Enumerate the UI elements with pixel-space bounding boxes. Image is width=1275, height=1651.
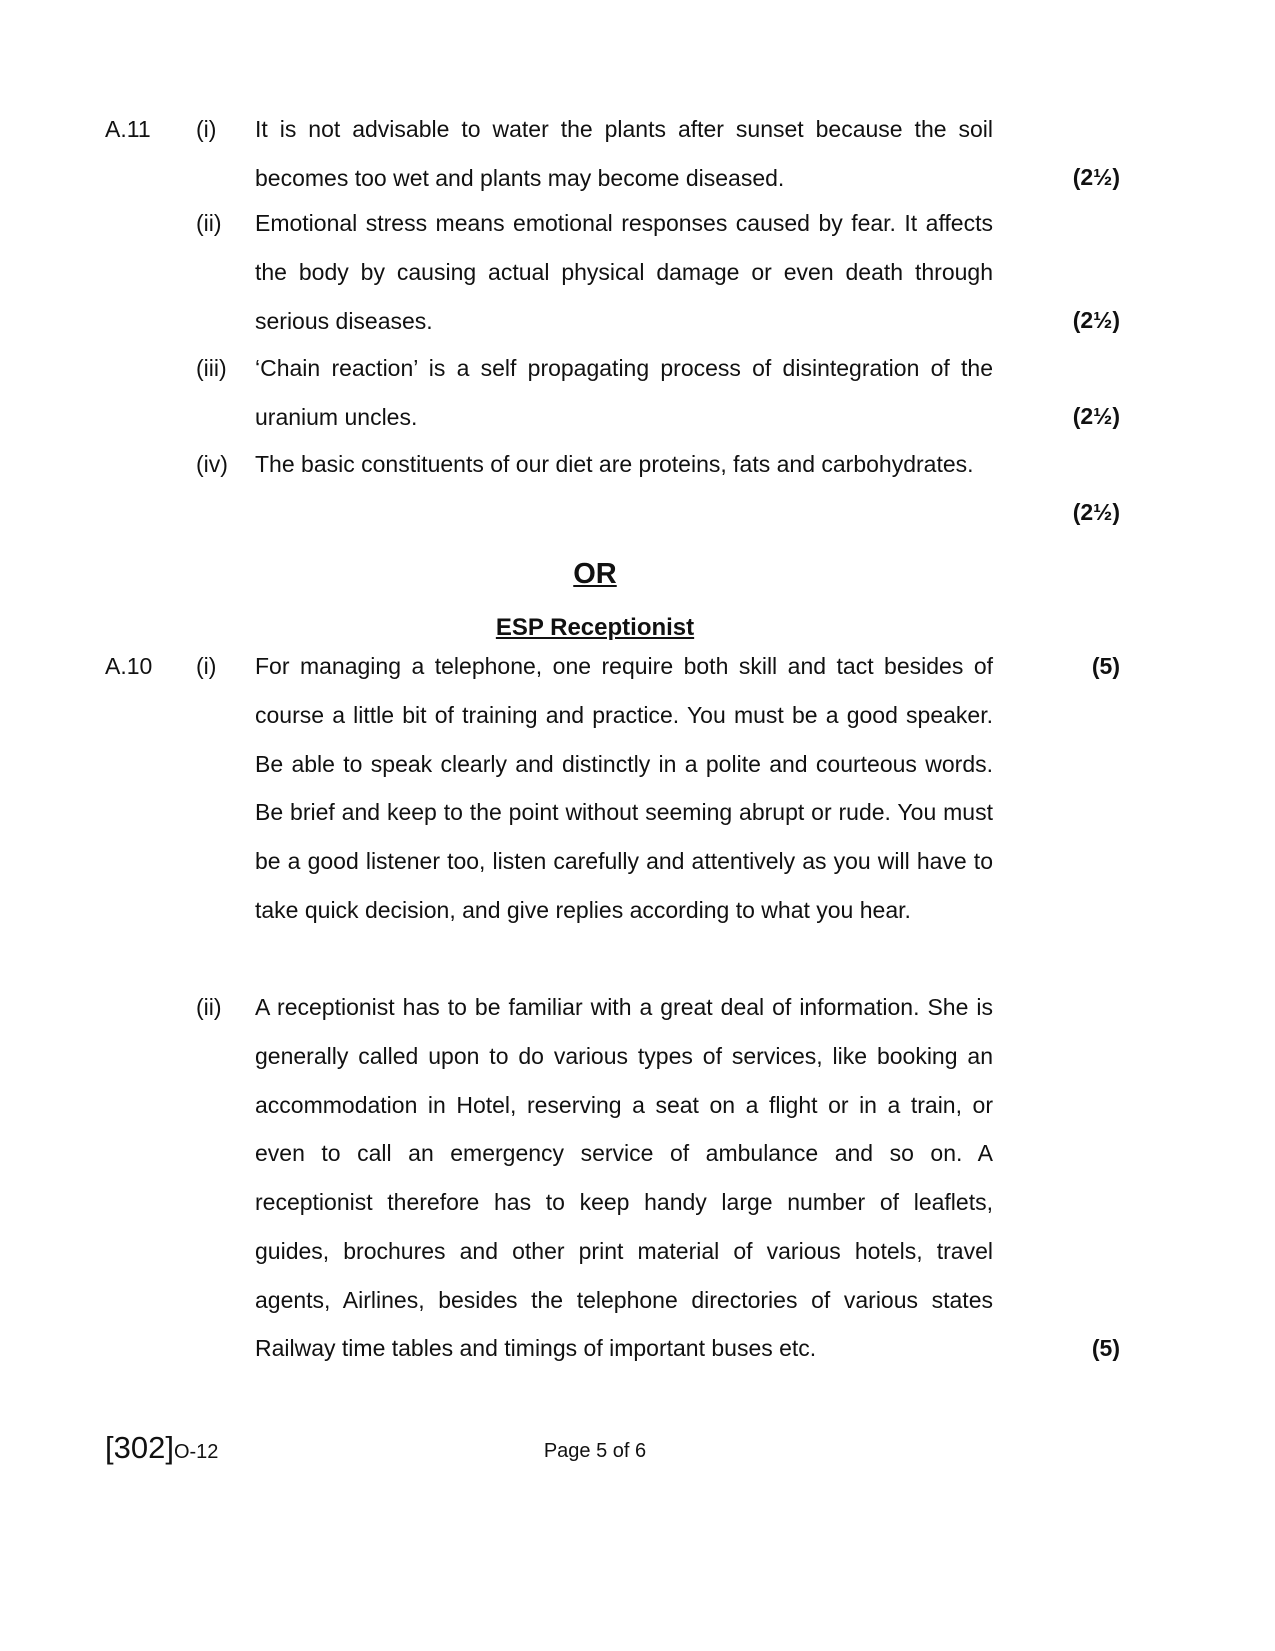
sub-question-label: (ii) <box>196 210 222 236</box>
marks-label: (2½) <box>1072 499 1120 525</box>
question-number: A.11 <box>105 116 151 142</box>
marks-label: (5) <box>1091 1335 1120 1361</box>
answer-text: For managing a telephone, one require both skill and tact besides of course a little bit of training and practice. You must be a good speaker. Be able to speak clearly and distinctly in a polite and courteous words. Be brief and keep to the point without seeming abrupt or rude. You must be a good listener too, listen carefully and attentively as you will have to take quick decision, and give replies according to what you hear. <box>255 653 993 923</box>
answer-text: The basic constituents of our diet are proteins, fats and carbohydrates. <box>255 451 974 477</box>
answer-text: Emotional stress means emotional responses caused by fear. It affects the body by causing actual physical damage or even death through serious diseases. <box>255 210 993 334</box>
marks-row <box>0 488 1275 536</box>
section-heading: ESP Receptionist <box>495 614 695 641</box>
sub-question-label: (i) <box>196 116 217 142</box>
marks-row <box>0 1324 1275 1372</box>
sub-question-label: (i) <box>196 653 217 679</box>
page-number: Page 5 of 6 <box>543 1440 647 1462</box>
paper-code-number: [302] <box>105 1430 174 1465</box>
marks-row <box>0 392 1275 440</box>
answer-text: It is not advisable to water the plants after sunset because the soil becomes too wet and plants may become diseased. <box>255 116 993 191</box>
sub-question-label: (iv) <box>196 451 228 477</box>
marks-label: (5) <box>1091 653 1120 679</box>
marks-label: (2½) <box>1072 307 1120 333</box>
marks-label: (2½) <box>1072 164 1120 190</box>
answer-text: ‘Chain reaction’ is a self propagating process of disintegration of the uranium uncles. <box>255 355 993 430</box>
sub-question-label: (iii) <box>196 355 227 381</box>
or-heading: OR <box>573 558 617 590</box>
marks-row <box>0 153 1275 201</box>
marks-label: (2½) <box>1072 403 1120 429</box>
sub-question-label: (ii) <box>196 994 222 1020</box>
question-number: A.10 <box>105 653 153 679</box>
marks-row <box>0 296 1275 344</box>
paper-code-suffix: O-12 <box>173 1441 219 1463</box>
answer-text: A receptionist has to be familiar with a great deal of information. She is generally called upon to do various types of services, like booking an accommodation in Hotel, reserving a seat on a flight or in a train, or even to call an emergency service of ambulance and so on. A receptionist therefore has to keep handy large number of leaflets, guides, brochures and other print material of various hotels, travel agents, Airlines, besides the telephone directories of various states Railway time tables and timings of important buses etc. <box>255 994 993 1362</box>
